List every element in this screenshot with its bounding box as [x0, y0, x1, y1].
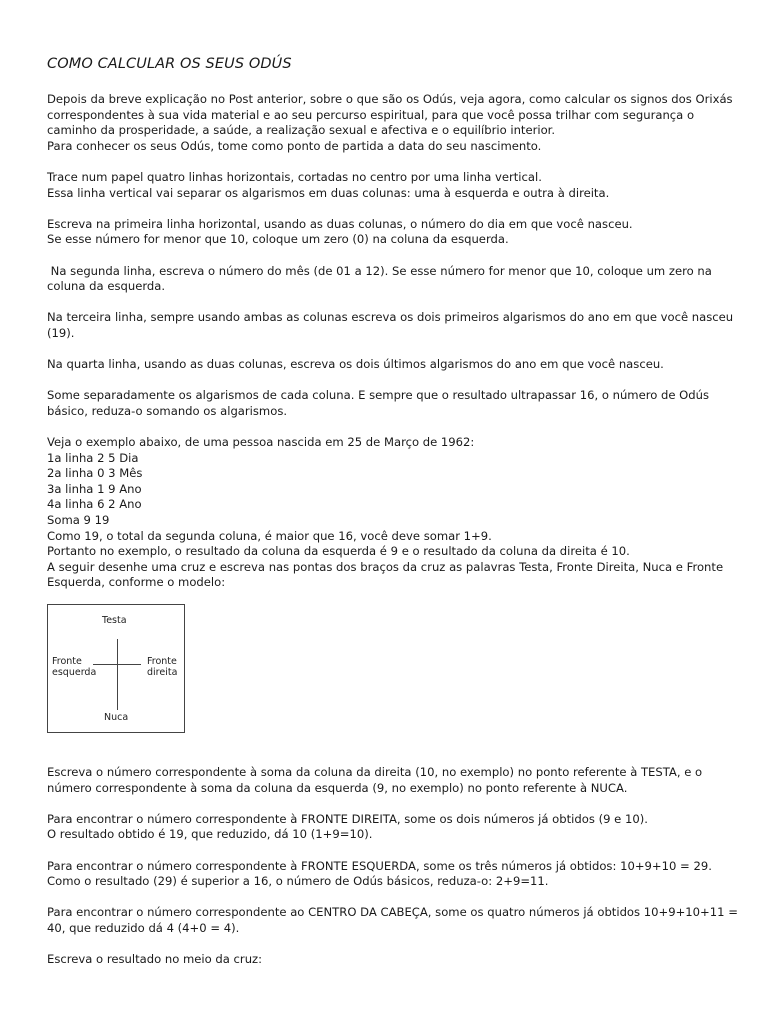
- label-fronte-direita-line2: direita: [147, 667, 178, 678]
- paragraph-intro: [47, 92, 737, 154]
- cross-vertical-line: [117, 639, 118, 710]
- text-line: Escreva o número correspondente à soma da coluna da direita (10, no exemplo) no ponto referente à TESTA, e o: [47, 765, 703, 779]
- text-line: Escreva o resultado no meio da cruz:: [47, 952, 263, 967]
- paragraph-trace: [47, 170, 737, 201]
- text-line: coluna da esquerda.: [47, 279, 166, 294]
- text-line: Para encontrar o número correspondente à FRONTE ESQUERDA, some os três números já obtidos: 10+9+10 = 29.: [47, 858, 712, 873]
- text-line: Para encontrar o número correspondente ao CENTRO DA CABEÇA, some os quatro números já obtidos 10+9+10+11 =: [47, 905, 738, 920]
- text-line: (19).: [47, 325, 75, 340]
- paragraph-third-line: [47, 310, 737, 341]
- text-line: Se esse número for menor que 10, coloque um zero (0) na coluna da esquerda.: [47, 232, 509, 247]
- text-line: Portanto no exemplo, o resultado da coluna da esquerda é 9 e o resultado da coluna da direita é 10.: [47, 544, 630, 559]
- paragraph-fronte-esquerda: [47, 859, 737, 890]
- text-line: correspondentes à sua vida material e ao seu percurso espiritual, para que você possa trilhar com segurança o: [47, 107, 695, 122]
- paragraph-testa-nuca: [47, 765, 737, 796]
- text-line: Na terceira linha, sempre usando ambas as colunas escreva os dois primeiros algarismos do ano em que você nasceu: [47, 310, 734, 325]
- paragraph-centro: [47, 905, 737, 936]
- label-fronte-direita: [147, 656, 177, 678]
- document-page: [47, 56, 737, 968]
- text-line: 4a linha 6 2 Ano: [47, 497, 142, 512]
- cross-diagram: [47, 604, 185, 733]
- label-fronte-esquerda-line1: Fronte: [52, 656, 82, 667]
- text-line: O resultado obtido é 19, que reduzido, dá 10 (1+9=10).: [47, 827, 373, 842]
- label-nuca: Nuca: [104, 712, 129, 723]
- text-line: Para conhecer os seus Odús, tome como ponto de partida a data do seu nascimento.: [47, 138, 542, 153]
- text-line: número correspondente à soma da coluna da esquerda (9, no exemplo) no ponto referente à NUCA.: [47, 780, 628, 795]
- text-line: Veja o exemplo abaixo, de uma pessoa nascida em 25 de Março de 1962:: [47, 435, 475, 450]
- text-line: 3a linha 1 9 Ano: [47, 481, 142, 496]
- paragraph-second-line: [47, 264, 737, 295]
- text-line: Para encontrar o número correspondente à FRONTE DIREITA, some os dois números já obtidos (9 e 10).: [47, 811, 648, 826]
- text-line: Como 19, o total da segunda coluna, é maior que 16, você deve somar 1+9.: [47, 528, 492, 543]
- text-line: caminho da prosperidade, a saúde, a realização sexual e afectiva e o equilíbrio interior.: [47, 123, 556, 138]
- text-line: A seguir desenhe uma cruz e escreva nas pontas dos braços da cruz as palavras Testa, Fronte Direita, Nuca e Fronte: [47, 559, 724, 574]
- text-line: 2a linha 0 3 Mês: [47, 466, 143, 481]
- text-line: Depois da breve explicação no Post anterior, sobre o que são os Odús, veja agora, como calcular os signos dos Orixás: [47, 92, 733, 106]
- label-fronte-esquerda: [52, 656, 96, 678]
- text-line: Escreva na primeira linha horizontal, usando as duas colunas, o número do dia em que você nasceu.: [47, 216, 633, 231]
- paragraph-fronte-direita: [47, 812, 737, 843]
- label-fronte-esquerda-line2: esquerda: [52, 667, 97, 678]
- text-line: básico, reduza-o somando os algarismos.: [47, 403, 288, 418]
- text-line: Na segunda linha, escreva o número do mês (de 01 a 12). Se esse número for menor que 10, coloque um zero na: [47, 263, 712, 278]
- paragraph-sum: [47, 388, 737, 419]
- text-line: Trace num papel quatro linhas horizontais, cortadas no centro por uma linha vertical.: [47, 169, 542, 184]
- paragraph-fourth-line: [47, 357, 737, 373]
- text-line: Na quarta linha, usando as duas colunas, escreva os dois últimos algarismos do ano em que você nasceu.: [47, 357, 664, 372]
- paragraph-example: [47, 435, 737, 591]
- page-title: COMO CALCULAR OS SEUS ODÚS: [47, 56, 292, 72]
- paragraph-first-line: [47, 217, 737, 248]
- text-line: Essa linha vertical vai separar os algarismos em duas colunas: uma à esquerda e outra à direita.: [47, 185, 610, 200]
- label-testa: Testa: [102, 615, 127, 626]
- text-line: 1a linha 2 5 Dia: [47, 450, 139, 465]
- label-fronte-direita-line1: Fronte: [147, 656, 177, 667]
- text-line: 40, que reduzido dá 4 (4+0 = 4).: [47, 920, 240, 935]
- text-line: Como o resultado (29) é superior a 16, o número de Odús básicos, reduza-o: 2+9=11.: [47, 874, 549, 889]
- text-line: Some separadamente os algarismos de cada coluna. E sempre que o resultado ultrapassar 16, o número de Odús: [47, 388, 710, 403]
- text-line: Esquerda, conforme o modelo:: [47, 575, 226, 590]
- paragraph-result: [47, 952, 737, 968]
- text-line: Soma 9 19: [47, 513, 110, 528]
